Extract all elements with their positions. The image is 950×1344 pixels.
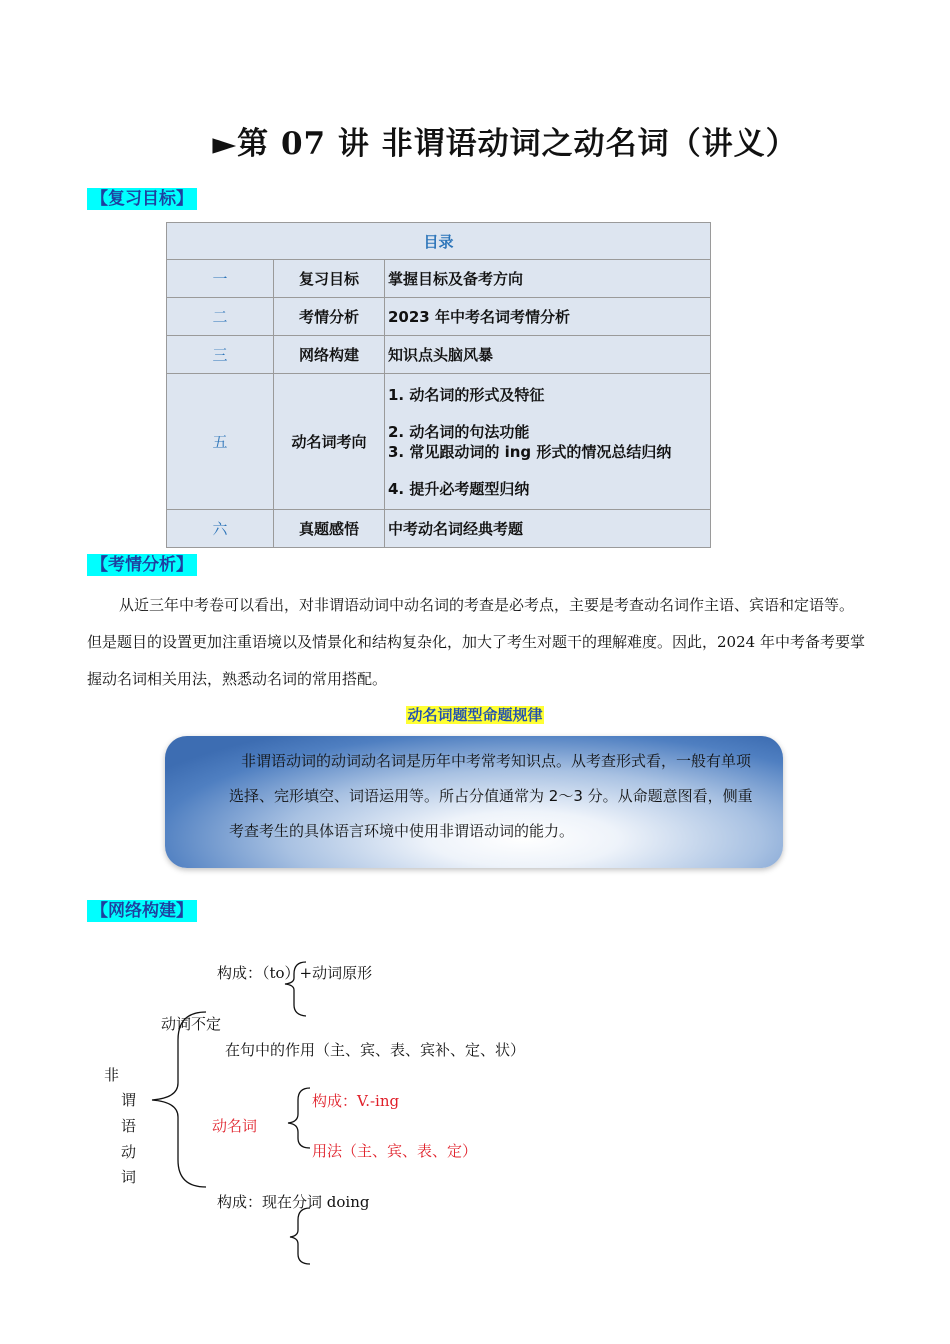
toc-category: 动名词考向	[274, 374, 385, 510]
section-analysis-label: 【考情分析】	[87, 554, 197, 576]
toc-category: 真题感悟	[274, 510, 385, 548]
section-network-label: 【网络构建】	[87, 900, 197, 922]
toc-heading: 目录	[167, 223, 711, 260]
mindmap-infinitive-label: 动词不定	[161, 1015, 222, 1033]
toc-list-item: 2. 动名词的句法功能	[388, 422, 530, 441]
mindmap-infinitive-use: 在句中的作用（主、宾、表、宾补、定、状）	[225, 1041, 526, 1059]
toc-num: 一	[167, 260, 274, 298]
section-review-label: 【复习目标】	[87, 188, 197, 210]
mindmap-root-char: 动	[121, 1143, 137, 1161]
mindmap-gerund-form: 构成：V.-ing	[312, 1092, 400, 1110]
mindmap-participle-form: 构成：现在分词 doing	[217, 1193, 370, 1211]
toc-num: 二	[167, 298, 274, 336]
mindmap-infinitive-form: 构成：（to）+动词原形	[217, 964, 373, 982]
toc-list-item: 1. 动名词的形式及特征	[388, 385, 545, 404]
toc-num: 五	[167, 374, 274, 510]
gerund-brace	[288, 1088, 310, 1148]
rule-title-text: 动名词题型命题规律	[407, 706, 543, 724]
mindmap-gerund-label: 动名词	[212, 1117, 258, 1135]
mindmap-root-char: 语	[121, 1117, 137, 1135]
mindmap-root-char: 非	[104, 1066, 120, 1084]
toc-content: 知识点头脑风暴	[385, 336, 711, 374]
toc-category: 考情分析	[274, 298, 385, 336]
toc-list-item: 3. 常见跟动词的 ing 形式的情况总结归纳	[388, 442, 672, 461]
participle-brace	[290, 1208, 310, 1264]
root-brace	[152, 1012, 206, 1187]
page-title: ►第 07 讲 非谓语动词之动名词（讲义）	[212, 126, 798, 162]
toc-category: 网络构建	[274, 336, 385, 374]
rule-text: 非谓语动词的动词动名词是历年中考常考知识点。从考查形式看，一般有单项选择、完形填空、词语运用等。所占分值通常为 2～3 分。从命题意图看，侧重考查考生的具体语言环境中使用非谓语动词的能力。	[229, 752, 753, 840]
mindmap-root-char: 谓	[121, 1091, 137, 1109]
toc-content: 掌握目标及备考方向	[385, 260, 711, 298]
mindmap-gerund-use: 用法（主、宾、表、定）	[312, 1142, 478, 1160]
mindmap-root-char: 词	[121, 1168, 137, 1186]
toc-num: 六	[167, 510, 274, 548]
toc-content: 2023 年中考名词考情分析	[385, 298, 711, 336]
toc-category: 复习目标	[274, 260, 385, 298]
toc-num: 三	[167, 336, 274, 374]
toc-content: 中考动名词经典考题	[385, 510, 711, 548]
toc-list-item: 4. 提升必考题型归纳	[388, 479, 530, 498]
analysis-paragraph: 从近三年中考卷可以看出，对非谓语动词中动名词的考查是必考点，主要是考查动名词作主语、宾语和定语等。但是题目的设置更加注重语境以及情景化和结构复杂化，加大了考生对题干的理解难度。因此，2024 年中考备考要掌握动名词相关用法，熟悉动名词的常用搭配。	[87, 596, 865, 688]
